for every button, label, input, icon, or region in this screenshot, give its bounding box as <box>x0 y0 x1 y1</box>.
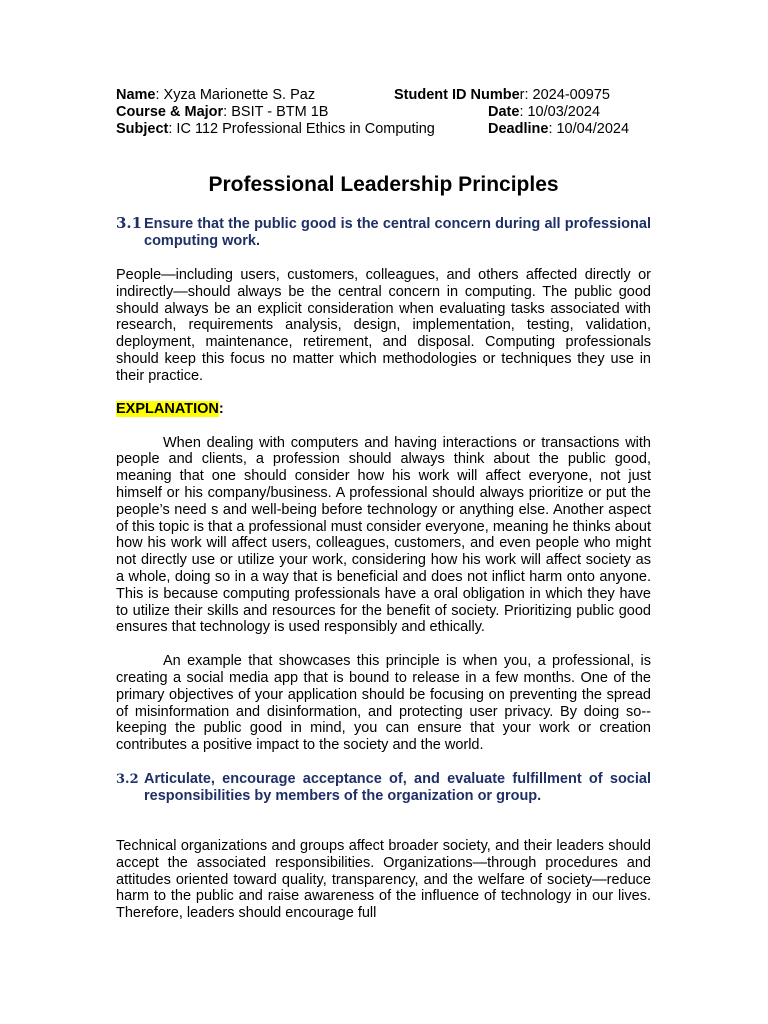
deadline-label: Deadline <box>488 121 549 137</box>
student-id-field <box>394 87 651 104</box>
page-title: Professional Leadership Principles <box>208 173 559 196</box>
subject-field <box>116 121 488 138</box>
name-value: : Xyza Marionette S. Paz <box>155 87 316 103</box>
course-field <box>116 104 394 121</box>
section-heading-3-2 <box>116 771 651 805</box>
header-row-2 <box>116 104 651 121</box>
header-row-3 <box>116 121 651 138</box>
course-label: Course & Major <box>116 104 224 120</box>
date-label: Date <box>488 104 520 120</box>
explanation-colon: : <box>218 400 224 417</box>
header-row-1 <box>116 87 651 104</box>
name-label: Name <box>116 87 156 103</box>
student-id-label: Student ID Numbe <box>394 87 520 103</box>
date-field <box>394 104 651 121</box>
course-value: : BSIT - BTM 1B <box>223 104 329 120</box>
section-heading-3-1 <box>116 215 651 250</box>
date-value: : 10/03/2024 <box>519 104 601 120</box>
deadline-field <box>488 121 651 138</box>
deadline-value: : 10/04/2024 <box>548 121 630 137</box>
subject-value: : IC 112 Professional Ethics in Computing <box>168 121 435 137</box>
explanation-heading <box>116 401 651 418</box>
name-field <box>116 87 394 104</box>
section-heading-text: Articulate, encourage acceptance of, and evaluate fulfillment of social responsibilities by members of the organization or group. <box>144 770 651 804</box>
section-number: 3.2 <box>116 771 139 787</box>
section-body-paragraph: Technical organizations and groups affect broader society, and their leaders should accept the associated responsibilities. Organizations—through procedures and attitudes oriented toward quality, transparency, and the welfare of society—reduce harm to the public and raise awareness of the influence of technology in our lives. Therefore, leaders should encourage full <box>116 837 651 922</box>
explanation-paragraph: When dealing with computers and having interactions or transactions with people and clients, a profession should always think about the public good, meaning that one should consider how his work will affect everyone, not just himself or his company/business. A professional should always prioritize or put the people’s need s and well-being before technology or anything else. Another aspect of this topic is that a professional must consider everyone, meaning he thinks about how his work will affect users, colleagues, customers, and even people who might not directly use or utilize your work, considering how his work will affect society as a whole, doing so in a way that is beneficial and does not inflict harm onto anyone. This is because computing professionals have a oral obligation in which they have to utilize their skills and resources for the benefit of society. Prioritizing public good ensures that technology is used responsibly and ethically. <box>116 434 651 636</box>
example-paragraph: An example that showcases this principle is when you, a professional, is creating a social media app that is bound to release in a few months. One of the primary objectives of your application should be focusing on preventing the spread of misinformation and disinformation, and protecting user privacy. By doing so--keeping the public good in mind, you can ensure that your work or creation contributes a positive impact to the society and the world. <box>116 653 651 754</box>
subject-label: Subject <box>116 121 169 137</box>
explanation-label: EXPLANATION <box>116 400 219 417</box>
section-number: 3.1 <box>116 214 143 232</box>
section-heading-text: Ensure that the public good is the central concern during all professional computing work. <box>144 216 651 249</box>
student-id-value: r: 2024-00975 <box>519 87 610 103</box>
section-body-paragraph: People—including users, customers, colleagues, and others affected directly or indirectly—should always be the central concern in computing. The public good should always be an explicit consideration when evaluating tasks associated with research, requirements analysis, design, implementation, testing, validation, deployment, maintenance, retirement, and disposal. Computing professionals should keep this focus no matter which methodologies or techniques they use in their practice. <box>116 267 651 384</box>
document-page <box>116 87 651 922</box>
